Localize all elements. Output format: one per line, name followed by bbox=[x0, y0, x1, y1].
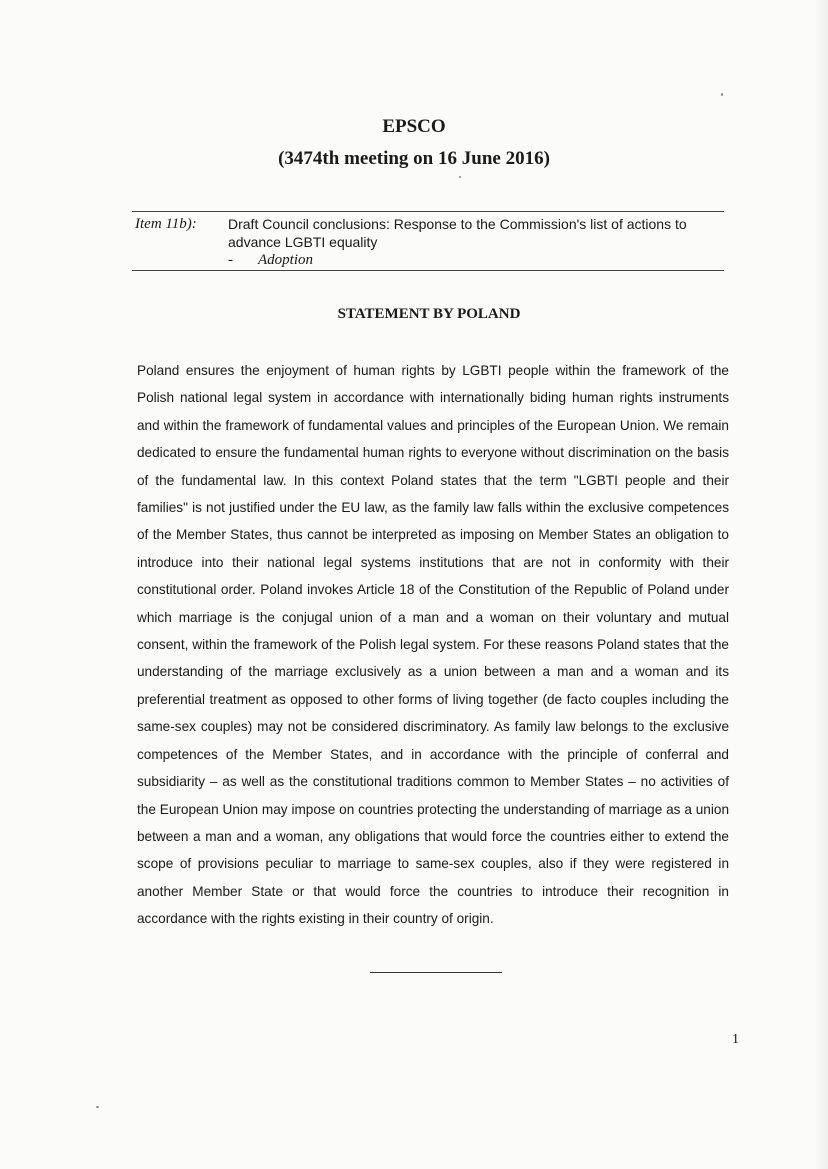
subpoint-adoption: Adoption bbox=[258, 252, 313, 268]
closing-rule bbox=[370, 972, 502, 973]
item-top-rule bbox=[132, 211, 724, 212]
subpoint-dash: - bbox=[228, 252, 233, 268]
meeting-subtitle: (3474th meeting on 16 June 2016) bbox=[278, 148, 550, 169]
statement-body: Poland ensures the enjoyment of human rights by LGBTI people within the framework of the Polish national legal system in accordance with internationally biding human rights instruments and within the framework of fundamental values and principles of the European Union. We remain dedicated to ensure the fundamental human rights to everyone without discrimination on the basis of the fundamental law. In this context Poland states that the term "LGBTI people and their families" is not justified under the EU law, as the family law falls within the exclusive competences of the Member States, thus cannot be interpreted as imposing on Member States an obligation to introduce into their national legal systems institutions that are not in conformity with their constitutional order. Poland invokes Article 18 of the Constitution of the Republic of Poland under which marriage is the conjugal union of a man and a woman on their voluntary and mutual consent, within the framework of the Polish legal system. For these reasons Poland states that the understanding of the marriage exclusively as a union between a man and a woman and its preferential treatment as opposed to other forms of living together (de facto couples including the same-sex couples) may not be considered discriminatory. As family law belongs to the exclusive competences of the Member States, and in accordance with the principle of conferral and subsidiarity – as well as the constitutional traditions common to Member States – no activities of the European Union may impose on countries protecting the understanding of marriage as a union between a man and a woman, any obligations that would force the countries either to extend the scope of provisions peculiar to marriage to same-sex couples, also if they were registered in another Member State or that would force the countries to introduce their recognition in accordance with the rights existing in their country of origin. bbox=[137, 363, 729, 927]
scan-speck bbox=[459, 176, 461, 178]
item-bottom-rule bbox=[132, 270, 724, 271]
statement-title: STATEMENT BY POLAND bbox=[337, 306, 521, 322]
item-description: Draft Council conclusions: Response to the Commission's list of actions to advance LGBTI equality bbox=[228, 216, 687, 250]
scan-edge-shadow bbox=[814, 0, 828, 1169]
scan-speck bbox=[96, 1106, 99, 1108]
page-number: 1 bbox=[732, 1032, 739, 1047]
item-subpoint bbox=[228, 252, 313, 269]
item-label: Item 11b): bbox=[135, 216, 197, 232]
scan-speck bbox=[721, 93, 723, 96]
document-title: EPSCO bbox=[382, 116, 446, 137]
